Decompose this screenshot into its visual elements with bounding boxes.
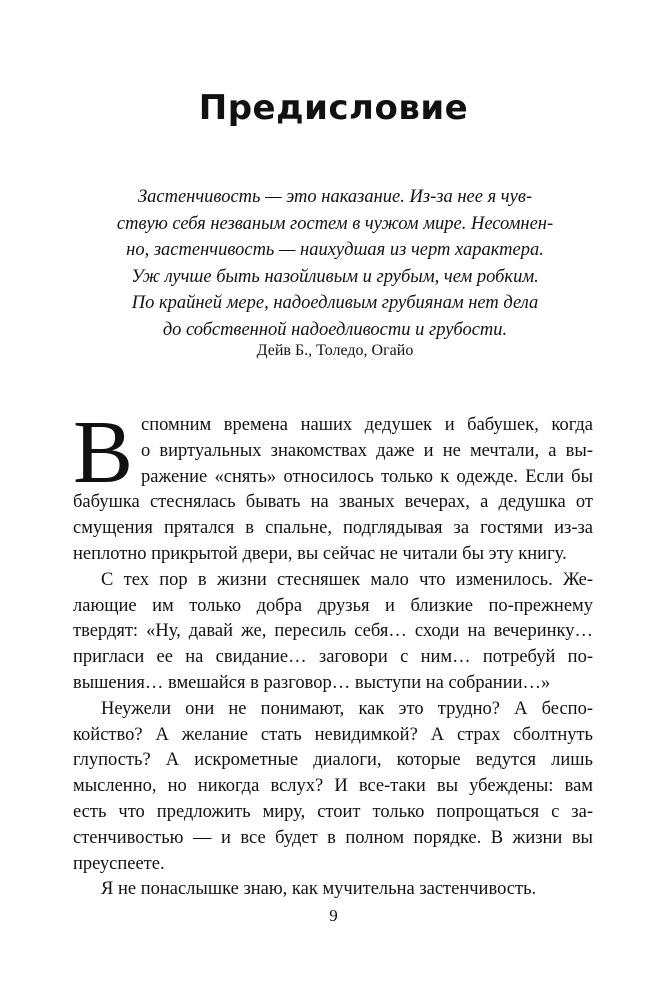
epigraph-line: По крайней мере, надоедливым грубиянам нет дела xyxy=(131,293,539,313)
body-line: койство? А желание стать невидимкой? А страх сболтнуть xyxy=(73,724,593,745)
body-line: неплотно прикрытой двери, вы сейчас не читали бы эту книгу. xyxy=(73,543,567,564)
drop-cap: В xyxy=(73,403,134,502)
body-line: Я не понаслышке знаю, как мучительна застенчивость. xyxy=(101,879,537,900)
epigraph-line: Уж лучше быть назойливым и грубым, чем робким. xyxy=(131,266,539,287)
body-line: смущения прятался в спальне, подглядывая за гостями из-за xyxy=(73,518,593,539)
body-line: мысленно, но никогда вслух? И все-таки вы убеждены: вам xyxy=(73,776,593,797)
body-line: пригласи ее на свидание… заговори с ним… потребуй по- xyxy=(73,647,593,668)
page-title: Предисловие xyxy=(198,88,469,128)
body-line: Неужели они не понимают, как это трудно? А беспо- xyxy=(101,698,593,719)
body-line: глупость? А искрометные диалоги, которые ведутся лишь xyxy=(73,750,593,771)
epigraph-line: ствую себя незваным гостем в чужом мире. Несомнен- xyxy=(116,213,554,234)
body-line: спомним времена наших дедушек и бабушек, когда xyxy=(141,415,593,435)
body-line: ражение «снять» относилось только к одежде. Если бы xyxy=(141,466,593,487)
body-line: есть что предложить миру, стоит только попрощаться с за- xyxy=(73,801,593,822)
epigraph-line: до собственной надоедливости и грубости. xyxy=(162,319,508,340)
body-line: твердят: «Ну, давай же, пересиль себя… сходи на вечеринку… xyxy=(73,621,593,642)
epigraph-attribution: Дейв Б., Толедо, Огайо xyxy=(256,342,414,359)
body-line: стенчивостью — и все будет в полном порядке. В жизни вы xyxy=(73,827,593,848)
epigraph xyxy=(100,184,570,343)
epigraph-line: Застенчивость — это наказание. Из-за нее я чув- xyxy=(137,187,533,207)
body-line: вышения… вмешайся в разговор… выступи на собрании…» xyxy=(73,672,551,693)
body-line: преуспеете. xyxy=(73,853,165,874)
body-line: бабушка стеснялась бывать на званых вечерах, а дедушка от xyxy=(73,492,593,513)
body-line: о виртуальных знакомствах даже и не мечтали, а вы- xyxy=(141,440,593,461)
body-line: лающие им только добра друзья и близкие по-прежнему xyxy=(73,595,593,616)
page-number: 9 xyxy=(329,906,338,925)
epigraph-line: но, застенчивость — наихудшая из черт характера. xyxy=(126,240,544,260)
body-text xyxy=(73,403,593,903)
body-line: С тех пор в жизни стесняшек мало что изменилось. Же- xyxy=(101,569,593,590)
